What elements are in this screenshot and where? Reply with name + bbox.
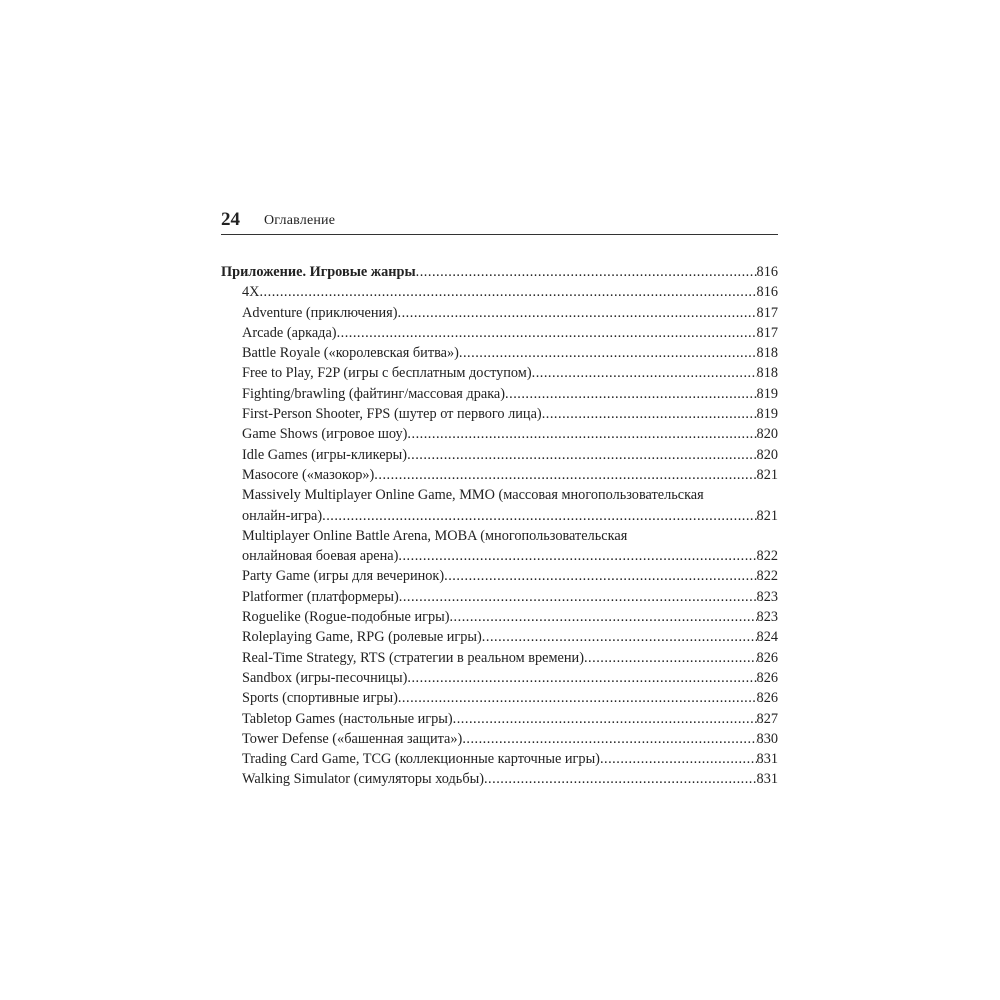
toc-page-number: 816 — [756, 264, 778, 280]
toc-entry-title: Adventure (приключения) — [242, 304, 398, 321]
toc-page-number: 820 — [756, 446, 778, 463]
toc-entry-title: Masocore («мазокор») — [242, 466, 375, 483]
toc-page-number: 820 — [756, 426, 778, 443]
toc-page-number: 821 — [756, 507, 778, 524]
dot-leader — [407, 668, 756, 688]
toc-page-number: 821 — [756, 466, 778, 483]
toc-entry-title: Roleplaying Game, RPG (ролевые игры) — [242, 629, 482, 646]
dot-leader — [259, 282, 756, 302]
table-of-contents — [221, 262, 778, 790]
toc-page-number: 824 — [756, 629, 778, 646]
toc-entry-title: 4X — [242, 284, 260, 301]
dot-leader — [398, 688, 757, 708]
dot-leader — [532, 363, 757, 383]
toc-entry-title: Free to Play, F2P (игры с бесплатным доступом) — [242, 365, 532, 382]
dot-leader — [398, 303, 757, 323]
dot-leader — [337, 323, 757, 343]
toc-page-number: 831 — [756, 751, 778, 768]
toc-entry-title: Idle Games (игры-кликеры) — [242, 446, 408, 463]
dot-leader — [584, 648, 757, 668]
dot-leader — [416, 262, 757, 282]
toc-entry-title: Walking Simulator (симуляторы ходьбы) — [242, 771, 484, 788]
toc-entry[interactable] — [221, 627, 778, 647]
toc-page-number: 831 — [756, 771, 778, 788]
dot-leader — [600, 749, 757, 769]
dot-leader — [398, 546, 756, 566]
dot-leader — [459, 343, 757, 363]
toc-entry[interactable] — [221, 485, 778, 526]
toc-entry[interactable] — [221, 688, 778, 708]
toc-page-number: 826 — [756, 669, 778, 686]
toc-page-number: 822 — [756, 548, 778, 565]
dot-leader — [453, 709, 757, 729]
toc-entry-title: онлайн-игра) — [242, 507, 323, 524]
toc-entry-title: Roguelike (Rogue-подобные игры) — [242, 609, 450, 626]
toc-entry[interactable] — [221, 566, 778, 586]
toc-entries-list — [221, 282, 778, 789]
toc-entry[interactable] — [221, 323, 778, 343]
header-rule — [221, 234, 778, 235]
toc-page-number: 818 — [756, 365, 778, 382]
toc-page-number: 830 — [756, 730, 778, 747]
toc-page-number: 818 — [756, 345, 778, 362]
dot-leader — [407, 445, 756, 465]
toc-entry-title: Battle Royale («королевская битва») — [242, 345, 459, 362]
section-title: Оглавление — [264, 213, 336, 228]
toc-page-number: 817 — [756, 304, 778, 321]
toc-entry[interactable] — [221, 607, 778, 627]
toc-entry[interactable] — [221, 424, 778, 444]
toc-page-number: 822 — [756, 568, 778, 585]
toc-entry-title: Game Shows (игровое шоу) — [242, 426, 408, 443]
toc-entry-title: Tower Defense («башенная защита») — [242, 730, 463, 747]
toc-page-number: 826 — [756, 649, 778, 666]
toc-entry-title: First-Person Shooter, FPS (шутер от первого лица) — [242, 406, 542, 423]
toc-entry-appendix[interactable] — [221, 262, 778, 282]
running-head — [221, 208, 778, 232]
dot-leader — [482, 627, 757, 647]
toc-entry-title: Приложение. Игровые жанры — [221, 264, 416, 280]
toc-entry[interactable] — [221, 445, 778, 465]
dot-leader — [322, 506, 756, 526]
toc-entry[interactable] — [221, 404, 778, 424]
toc-entry[interactable] — [221, 769, 778, 789]
toc-page-number: 817 — [756, 324, 778, 341]
toc-entry-title-line1: Multiplayer Online Battle Arena, MOBA (многопользовательская — [242, 527, 628, 544]
toc-page-number: 827 — [756, 710, 778, 727]
toc-page-number: 826 — [756, 690, 778, 707]
toc-entry[interactable] — [221, 749, 778, 769]
toc-entry[interactable] — [221, 465, 778, 485]
toc-entry[interactable] — [221, 343, 778, 363]
toc-entry-title: Sandbox (игры-песочницы) — [242, 669, 408, 686]
toc-entry-title: Tabletop Games (настольные игры) — [242, 710, 453, 727]
toc-entry-title: Real-Time Strategy, RTS (стратегии в реальном времени) — [242, 649, 584, 666]
dot-leader — [407, 424, 756, 444]
toc-entry[interactable] — [221, 709, 778, 729]
dot-leader — [484, 769, 757, 789]
toc-entry[interactable] — [221, 729, 778, 749]
toc-entry-title: Platformer (платформеры) — [242, 588, 399, 605]
dot-leader — [542, 404, 757, 424]
toc-entry[interactable] — [221, 303, 778, 323]
toc-entry-title: онлайновая боевая арена) — [242, 548, 399, 565]
toc-entry[interactable] — [221, 526, 778, 567]
toc-entry-title: Fighting/brawling (файтинг/массовая драка) — [242, 385, 506, 402]
toc-page-number: 823 — [756, 609, 778, 626]
toc-entry-title: Trading Card Game, TCG (коллекционные карточные игры) — [242, 751, 600, 768]
toc-entry[interactable] — [221, 384, 778, 404]
dot-leader — [444, 566, 756, 586]
toc-entry[interactable] — [221, 363, 778, 383]
toc-page-number: 823 — [756, 588, 778, 605]
dot-leader — [505, 384, 757, 404]
toc-page-number: 816 — [756, 284, 778, 301]
dot-leader — [449, 607, 756, 627]
toc-entry[interactable] — [221, 668, 778, 688]
toc-entry-title-line1: Massively Multiplayer Online Game, MMO (массовая многопользовательская — [242, 487, 704, 504]
page-number: 24 — [221, 209, 240, 230]
toc-page-number: 819 — [756, 406, 778, 423]
toc-entry-title: Party Game (игры для вечеринок) — [242, 568, 445, 585]
toc-entry[interactable] — [221, 587, 778, 607]
toc-page-number: 819 — [756, 385, 778, 402]
toc-entry-title: Sports (спортивные игры) — [242, 690, 398, 707]
dot-leader — [399, 587, 757, 607]
dot-leader — [374, 465, 756, 485]
dot-leader — [462, 729, 756, 749]
toc-entry[interactable] — [221, 648, 778, 668]
toc-entry-title: Arcade (аркада) — [242, 324, 337, 341]
toc-entry[interactable] — [221, 282, 778, 302]
